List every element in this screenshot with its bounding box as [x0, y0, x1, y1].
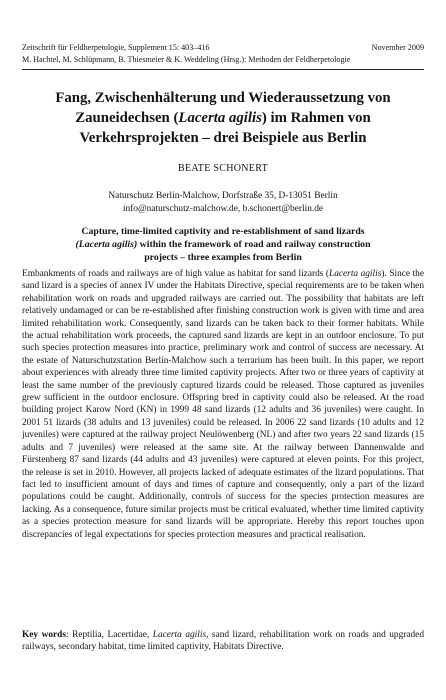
author-name: BEATE SCHONERT [178, 163, 268, 174]
abstract-part-1: Embankments of roads and railways are of high value as habitat for sand lizards ( [22, 269, 330, 279]
english-title-species: (Lacerta agilis) [75, 239, 138, 250]
publication-date: November 2009 [371, 43, 424, 52]
english-title-line-1: Capture, time-limited captivity and re-establishment of sand lizards [81, 226, 365, 237]
abstract-species-name: Lacerta agilis [329, 269, 382, 279]
keywords [22, 629, 424, 654]
header-rule [22, 69, 424, 70]
abstract-part-2: ). Since the sand lizard is a species of annex IV under the Habitats Directive, special requirements are to be taken when rehabilitation work on roads and upgraded railways are carried out. The possibility that habitats are left relatively undamaged or can be re-established after finishing construction work is given with time and area limited rehabilitation work. Consequently, sand lizards can be taken back to their former habitats. While the actual rehabilitation work proceeds, the captured sand lizards are kept in an outdoor enclosure. To put such species protection measures into practice, preliminary work and control of success are necessary. At the estate of Naturschutzstation Berlin-Malchow such a terrarium has been built. In this paper, we report about experiences with already three time limited captivity projects. After two or three years of captivity at least the same number of the previously captured lizards could be released. Those captured as juveniles grew sufficient in the outdoor enclosure. Offspring bred in captivity could also be released. At the road building project Karow Nord (KN) in 1999 48 sand lizards (12 adults and 36 juveniles) were caught. In 2001 51 lizards (38 adults and 13 juveniles) could be released. In 2006 22 sand lizards (10 adults and 12 juveniles) were captured at the railway project Neulöwenberg (NL) and after two years 22 sand lizards (15 adults and 7 juveniles) were released at the same site. At the railway between Dannenwalde and Fürstenberg 87 sand lizards (44 adults and 43 juveniles) were captured at eleven points. For this project, the release is set in 2010. However, all projects lacked of adequate estimates of the lizard populations. That fact led to insufficient amount of days and times of capture and consequently, only a part of the lizard populations could be caught. Additionally, controls of success for the species protection measures are lacking. As a consequence, future similar projects must be critical evaluated, whether time limited captivity as a species protection measure for sand lizards will be appropriate. Hereby this report touches upon discrepancies of legal expectations for species protection measures and practical realisation. [22, 269, 424, 540]
keywords-part-2: , sand lizard, rehabilitation work on roads and upgraded railways, secondary habitat, time limited captivity, Habitats Directive. [22, 630, 424, 653]
abstract-text [22, 268, 424, 541]
english-title [28, 225, 418, 264]
title-species-name: Lacerta agilis [178, 110, 262, 126]
english-title-line-3: projects – three examples from Berlin [144, 252, 302, 263]
keywords-species-name: Lacerta agilis [152, 630, 207, 640]
title-line-2-post: ) im Rahmen von [261, 110, 371, 126]
english-title-line-2-post: within the framework of road and railway construction [137, 239, 371, 250]
keywords-label: Key words [22, 630, 66, 640]
title-line-3: Verkehrsprojekten – drei Beispiele aus Berlin [79, 130, 367, 146]
title-line-2 [22, 108, 424, 128]
affiliation-address: Naturschutz Berlin-Malchow, Dorfstraße 35, D-13051 Berlin [108, 191, 338, 201]
journal-citation: Zeitschrift für Feldherpetologie, Supplement 15: 403–416 [22, 43, 210, 52]
title-line-1: Fang, Zwischenhälterung und Wiederaussetzung von [55, 90, 391, 106]
title-line-2-pre: Zauneidechsen ( [75, 110, 179, 126]
editors-line: M. Hachtel, M. Schlüpmann, B. Thiesmeier & K. Weddeling (Hrsg.): Methoden der Feldherpetologie [22, 55, 351, 64]
running-header [22, 42, 424, 53]
affiliation-emails: info@naturschutz-malchow.de, b.schonert@berlin.de [122, 204, 324, 214]
keywords-part-1: : Reptilia, Lacertidae, [65, 630, 153, 640]
english-title-line-2 [28, 238, 418, 251]
paper-title [22, 88, 424, 148]
